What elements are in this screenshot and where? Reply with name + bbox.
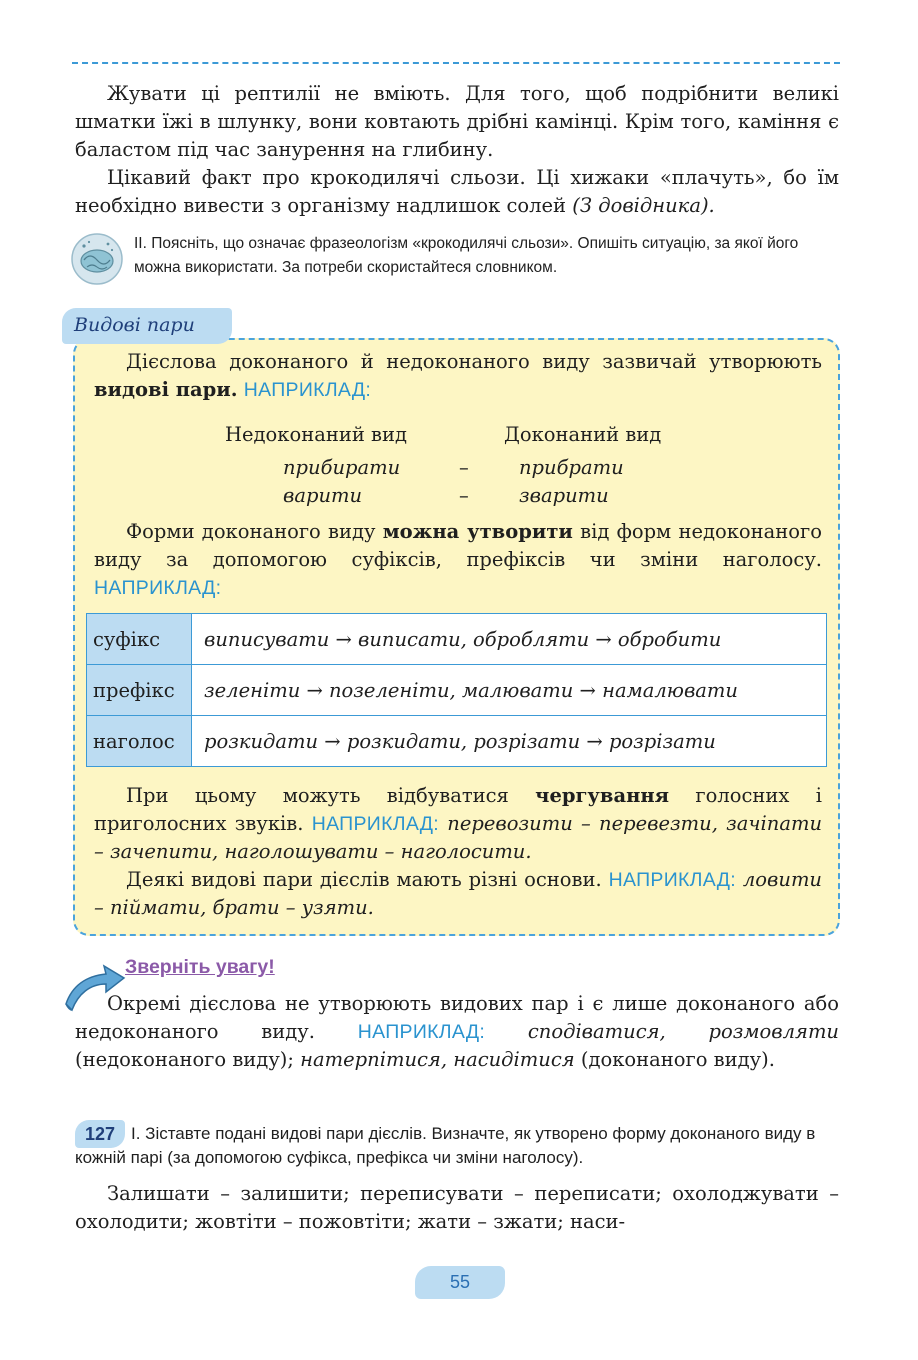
attention-title: Зверніть увагу!	[125, 956, 275, 978]
rule-tab	[62, 308, 232, 344]
source-note: (З довідника).	[572, 194, 715, 217]
table-row-value: розкидати → розкидати, розрізати → розрізати	[192, 716, 827, 767]
hint-task-text: II. Поясніть, що означає фразеологізм «крокодилячі сльози». Опишіть ситуацію, за якої його можна використати. За потреби скористайтеся словником.	[134, 235, 799, 276]
table-row	[87, 665, 827, 716]
table-row-value: зеленіти → позеленіти, малювати → намалювати	[192, 665, 827, 716]
rule-paragraph-3: При цьому можуть відбуватися чергування голосних і приголосних звуків. НАПРИКЛАД: перевозити – перевезти, зачіпати – зачепити, наголошувати – наголосити. Деякі видові пари дієслів мають різні основи. НАПРИКЛАД: ловити – піймати, брати – узяти.	[94, 784, 823, 919]
pair-perfective: зварити	[519, 484, 609, 507]
pair-imperfective: варити	[283, 484, 363, 507]
table-row-label: суфікс	[87, 614, 192, 665]
pair-perfective: прибрати	[519, 456, 624, 479]
table-row-label: префікс	[87, 665, 192, 716]
example-label: НАПРИКЛАД:	[357, 1021, 486, 1043]
rule-tab-label: Видові пари	[74, 314, 195, 336]
rule-paragraph-2: Форми доконаного виду можна утворити від форм недоконаного виду за допомогою суфіксів, префіксів чи зміни наголосу. НАПРИКЛАД:	[94, 520, 822, 599]
example-label: НАПРИКЛАД:	[243, 379, 372, 401]
pair-dash: –	[459, 484, 469, 507]
formation-table	[86, 613, 827, 767]
header-imperfective: Недоконаний вид	[225, 423, 408, 446]
intro-paragraph-1: Жувати ці рептилії не вміють. Для того, щоб подрібнити великі шматки їжі в шлунку, вони ковтають дрібні камінці. Крім того, каміння є баластом під час занурення на глибину.	[75, 82, 839, 161]
pair-dash: –	[459, 456, 469, 479]
brain-thinking-icon	[70, 232, 124, 286]
example-label: НАПРИКЛАД:	[94, 577, 222, 599]
table-row	[87, 716, 827, 767]
task-number-badge: 127	[75, 1120, 125, 1148]
example-label: НАПРИКЛАД:	[311, 813, 440, 835]
example-label: НАПРИКЛАД:	[608, 869, 736, 891]
intro-text	[75, 80, 839, 220]
header-perfective: Доконаний вид	[504, 423, 662, 446]
task-instructions: I. Зіставте подані видові пари дієслів. Визначте, як утворено форму доконаного виду в кожній парі (за допомогою суфікса, префікса чи зміни наголосу).	[75, 1124, 816, 1167]
intro-paragraph-2: Цікавий факт про крокодилячі сльози. Ці хижаки «плачуть», бо їм необхідно вивести з організму надлишок солей (З довідника).	[75, 166, 839, 217]
rule-paragraph-1: Дієслова доконаного й недоконаного виду зазвичай утворюють видові пари. НАПРИКЛАД:	[94, 350, 822, 401]
table-row-value: виписувати → виписати, обробляти → обробити	[192, 614, 827, 665]
table-row	[87, 614, 827, 665]
task-words: Залишати – залишити; переписувати – переписати; охолоджувати – охолодити; жовтіти – пожовтіти; жати – зжати; наси-	[75, 1182, 839, 1233]
attention-text: Окремі дієслова не утворюють видових пар і є лише доконаного або недоконаного виду. НАПРИКЛАД: сподіватися, розмовляти (недоконаного виду); натерпітися, насидітися (доконаного виду).	[75, 992, 839, 1071]
table-row-label: наголос	[87, 716, 192, 767]
top-dashed-rule	[72, 62, 840, 64]
page-number: 55	[415, 1266, 505, 1299]
pair-imperfective: прибирати	[283, 456, 401, 479]
